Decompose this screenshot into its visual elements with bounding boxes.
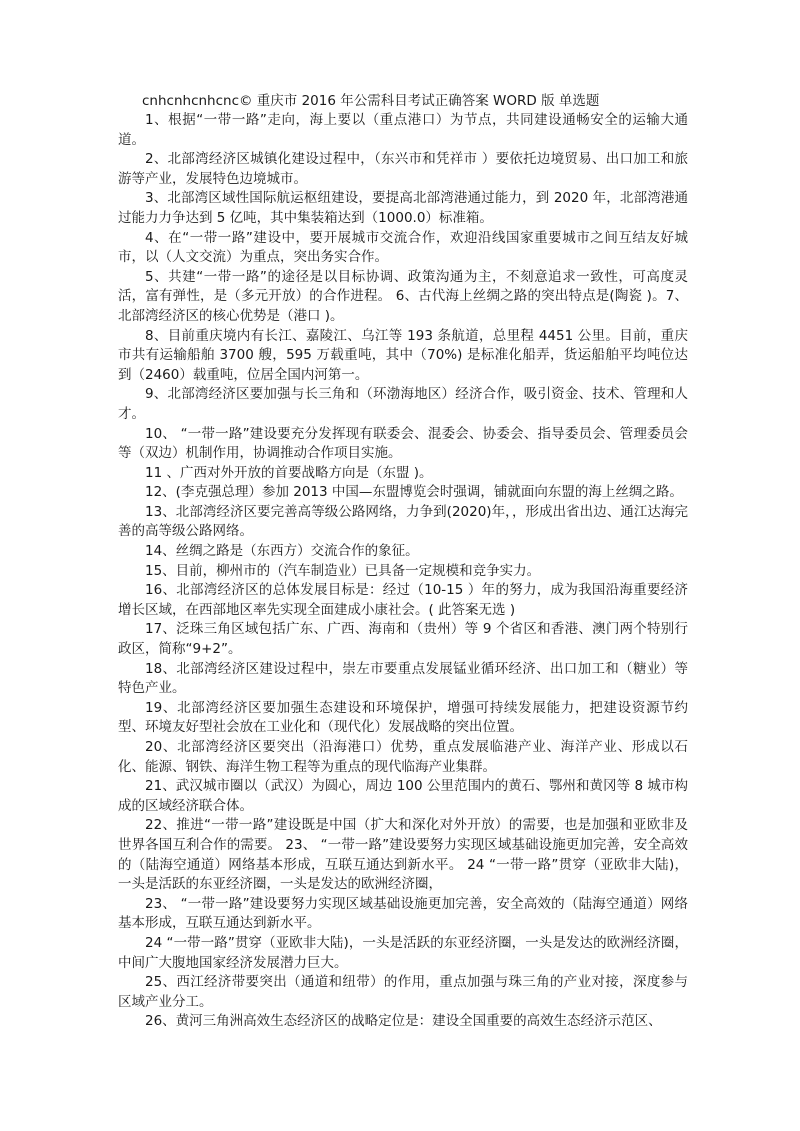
question-list [118, 111, 688, 1032]
question-paragraph: 2、北部湾经济区城镇化建设过程中，（东兴市和凭祥市 ）要依托边境贸易、出口加工和旅游等产业，发展特色边境城市。 [118, 151, 688, 187]
question-paragraph: 24 “一带一路”贯穿（亚欧非大陆)，一头是活跃的东亚经济圈，一头是发达的欧洲经济圈，中间广大腹地国家经济发展潜力巨大。 [118, 934, 688, 971]
question-paragraph: 4、在“一带一路”建设中，要开展城市交流合作，欢迎沿线国家重要城市之间互结友好城市，以（人文交流）为重点，突出务实合作。 [118, 229, 688, 266]
document-page [118, 92, 688, 1032]
question-paragraph: 3、北部湾区域性国际航运枢纽建设，要提高北部湾港通过能力，到 2020 年，北部湾港通过能力力争达到 5 亿吨，其中集装箱达到（1000.0）标准箱。 [118, 190, 688, 226]
question-paragraph: 12、(李克强总理）参加 2013 中国—东盟博览会时强调，铺就面向东盟的海上丝绸之路。 [145, 484, 683, 501]
question-paragraph: 14、丝绸之路是（东西方）交流合作的象征。 [145, 543, 419, 560]
question-paragraph: 13、北部湾经济区要完善高等级公路网络，力争到(2020)年，，形成出省出边、通江达海完善的高等级公路网络。 [118, 503, 688, 540]
question-paragraph: 15、目前，柳州市的（汽车制造业）已具备一定规模和竞争实力。 [145, 562, 541, 579]
question-paragraph: 9、北部湾经济区要加强与长三角和（环渤海地区）经济合作，吸引资金、技术、管理和人才。 [118, 386, 688, 422]
question-paragraph: 8、目前重庆境内有长江、嘉陵江、乌江等 193 条航道，总里程 4451 公里。目前，重庆市共有运输船舶 3700 艘，595 万载重吨，其中（70%) 是标准化船弄，货运船舶平均吨位达到（2460）载重吨，位居全国内河第一。 [118, 327, 688, 383]
question-paragraph: 18、北部湾经济区建设过程中，崇左市要重点发展锰业循环经济、出口加工和（糖业）等特色产业。 [118, 660, 688, 697]
question-paragraph: 23、 “一带一路”建设要努力实现区域基础设施更加完善，安全高效的（陆海空通道）网络基本形成，互联互通达到新水平。 [118, 895, 688, 932]
question-paragraph: 11 、广西对外开放的首要战略方向是（东盟 )。 [145, 464, 433, 481]
question-paragraph: 1、根据“一带一路”走向，海上要以（重点港口）为节点，共同建设通畅安全的运输大通道。 [118, 112, 688, 148]
question-paragraph: 19、北部湾经济区要加强生态建设和环境保护，增强可持续发展能力，把建设资源节约型、环境友好型社会放在工业化和（现代化）发展战略的突出位置。 [118, 699, 688, 736]
question-paragraph: 25、西江经济带要突出（通道和纽带）的作用，重点加强与珠三角的产业对接，深度参与区域产业分工。 [118, 974, 688, 1010]
question-paragraph: 20、北部湾经济区要突出（沿海港口）优势，重点发展临港产业、海洋产业、形成以石化、能源、钢铁、海洋生物工程等为重点的现代临海产业集群。 [118, 739, 688, 775]
question-paragraph: 16、北部湾经济区的总体发展目标是：经过（10-15 ）年的努力，成为我国沿海重要经济增长区域，在西部地区率先实现全面建成小康社会。( 此答案无选 ) [118, 582, 688, 618]
question-paragraph: 22、推进“一带一路”建设既是中国（扩大和深化对外开放）的需要，也是加强和亚欧非及世界各国互利合作的需要。 23、 “一带一路”建设要努力实现区域基础设施更加完善，安全高效的（陆海空通道）网络基本形成，互联互通达到新水平。 24 “一带一路”贯穿（亚欧非大陆)，一头是活跃的东亚经济圈，一头是发达的欧洲经济圈， [118, 817, 688, 893]
question-paragraph: 26、黄河三角洲高效生态经济区的战略定位是：建设全国重要的高效生态经济示范区、 [145, 1013, 662, 1030]
document-title: cnhcnhcnhcnc© 重庆市 2016 年公需科目考试正确答案 WORD 版 单选题 [142, 93, 600, 109]
question-paragraph: 21、武汉城市圈以（武汉）为圆心，周边 100 公里范围内的黄石、鄂州和黄冈等 8 城市构成的区域经济联合体。 [118, 778, 688, 814]
question-paragraph: 10、 “一带一路”建设要充分发挥现有联委会、混委会、协委会、指导委员会、管理委员会等（双边）机制作用，协调推动合作项目实施。 [118, 425, 688, 462]
question-paragraph: 5、共建“一带一路”的途径是以目标协调、政策沟通为主，不刻意追求一致性，可高度灵活，富有弹性，是（多元开放）的合作进程。 6、古代海上丝绸之路的突出特点是(陶瓷 )。7、北部湾经济区的核心优势是（港口 )。 [118, 268, 688, 324]
question-paragraph: 17、泛珠三角区域包括广东、广西、海南和（贵州）等 9 个省区和香港、澳门两个特别行政区，简称“9+2”。 [118, 621, 688, 658]
